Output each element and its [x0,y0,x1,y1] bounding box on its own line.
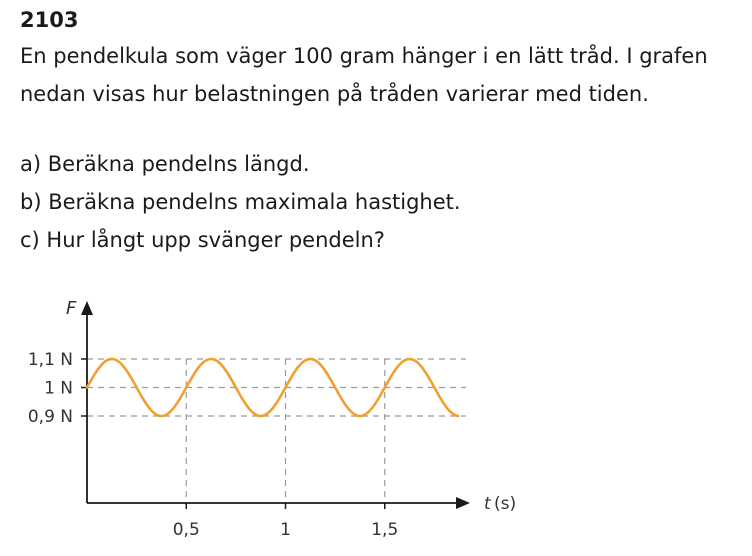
y-axis-label: F [66,298,77,319]
problem-intro-line-2: nedan visas hur belastningen på tråden varierar med tiden. [20,82,649,106]
question-a: a) Beräkna pendelns längd. [20,152,310,176]
y-tick-label: 0,9 N [27,407,73,427]
y-tick-label: 1 N [44,378,73,399]
x-tick-label: 1,5 [371,520,399,540]
x-axis-arrow [456,497,470,509]
x-axis-unit: (s) [494,494,517,514]
y-tick-label: 1,1 N [27,350,73,370]
x-tick-label: 1 [280,520,291,540]
x-axis-variable: t [484,494,491,514]
problem-intro-line-1: En pendelkula som väger 100 gram hänger i en lätt tråd. I grafen [20,44,708,68]
question-b: b) Beräkna pendelns maximala hastighet. [20,190,461,214]
grid-lines [87,359,466,503]
question-c: c) Hur långt upp svänger pendeln? [20,228,385,252]
y-axis-arrow [81,301,93,315]
problem-number: 2103 [20,8,79,32]
x-tick-label: 0,5 [172,520,200,540]
